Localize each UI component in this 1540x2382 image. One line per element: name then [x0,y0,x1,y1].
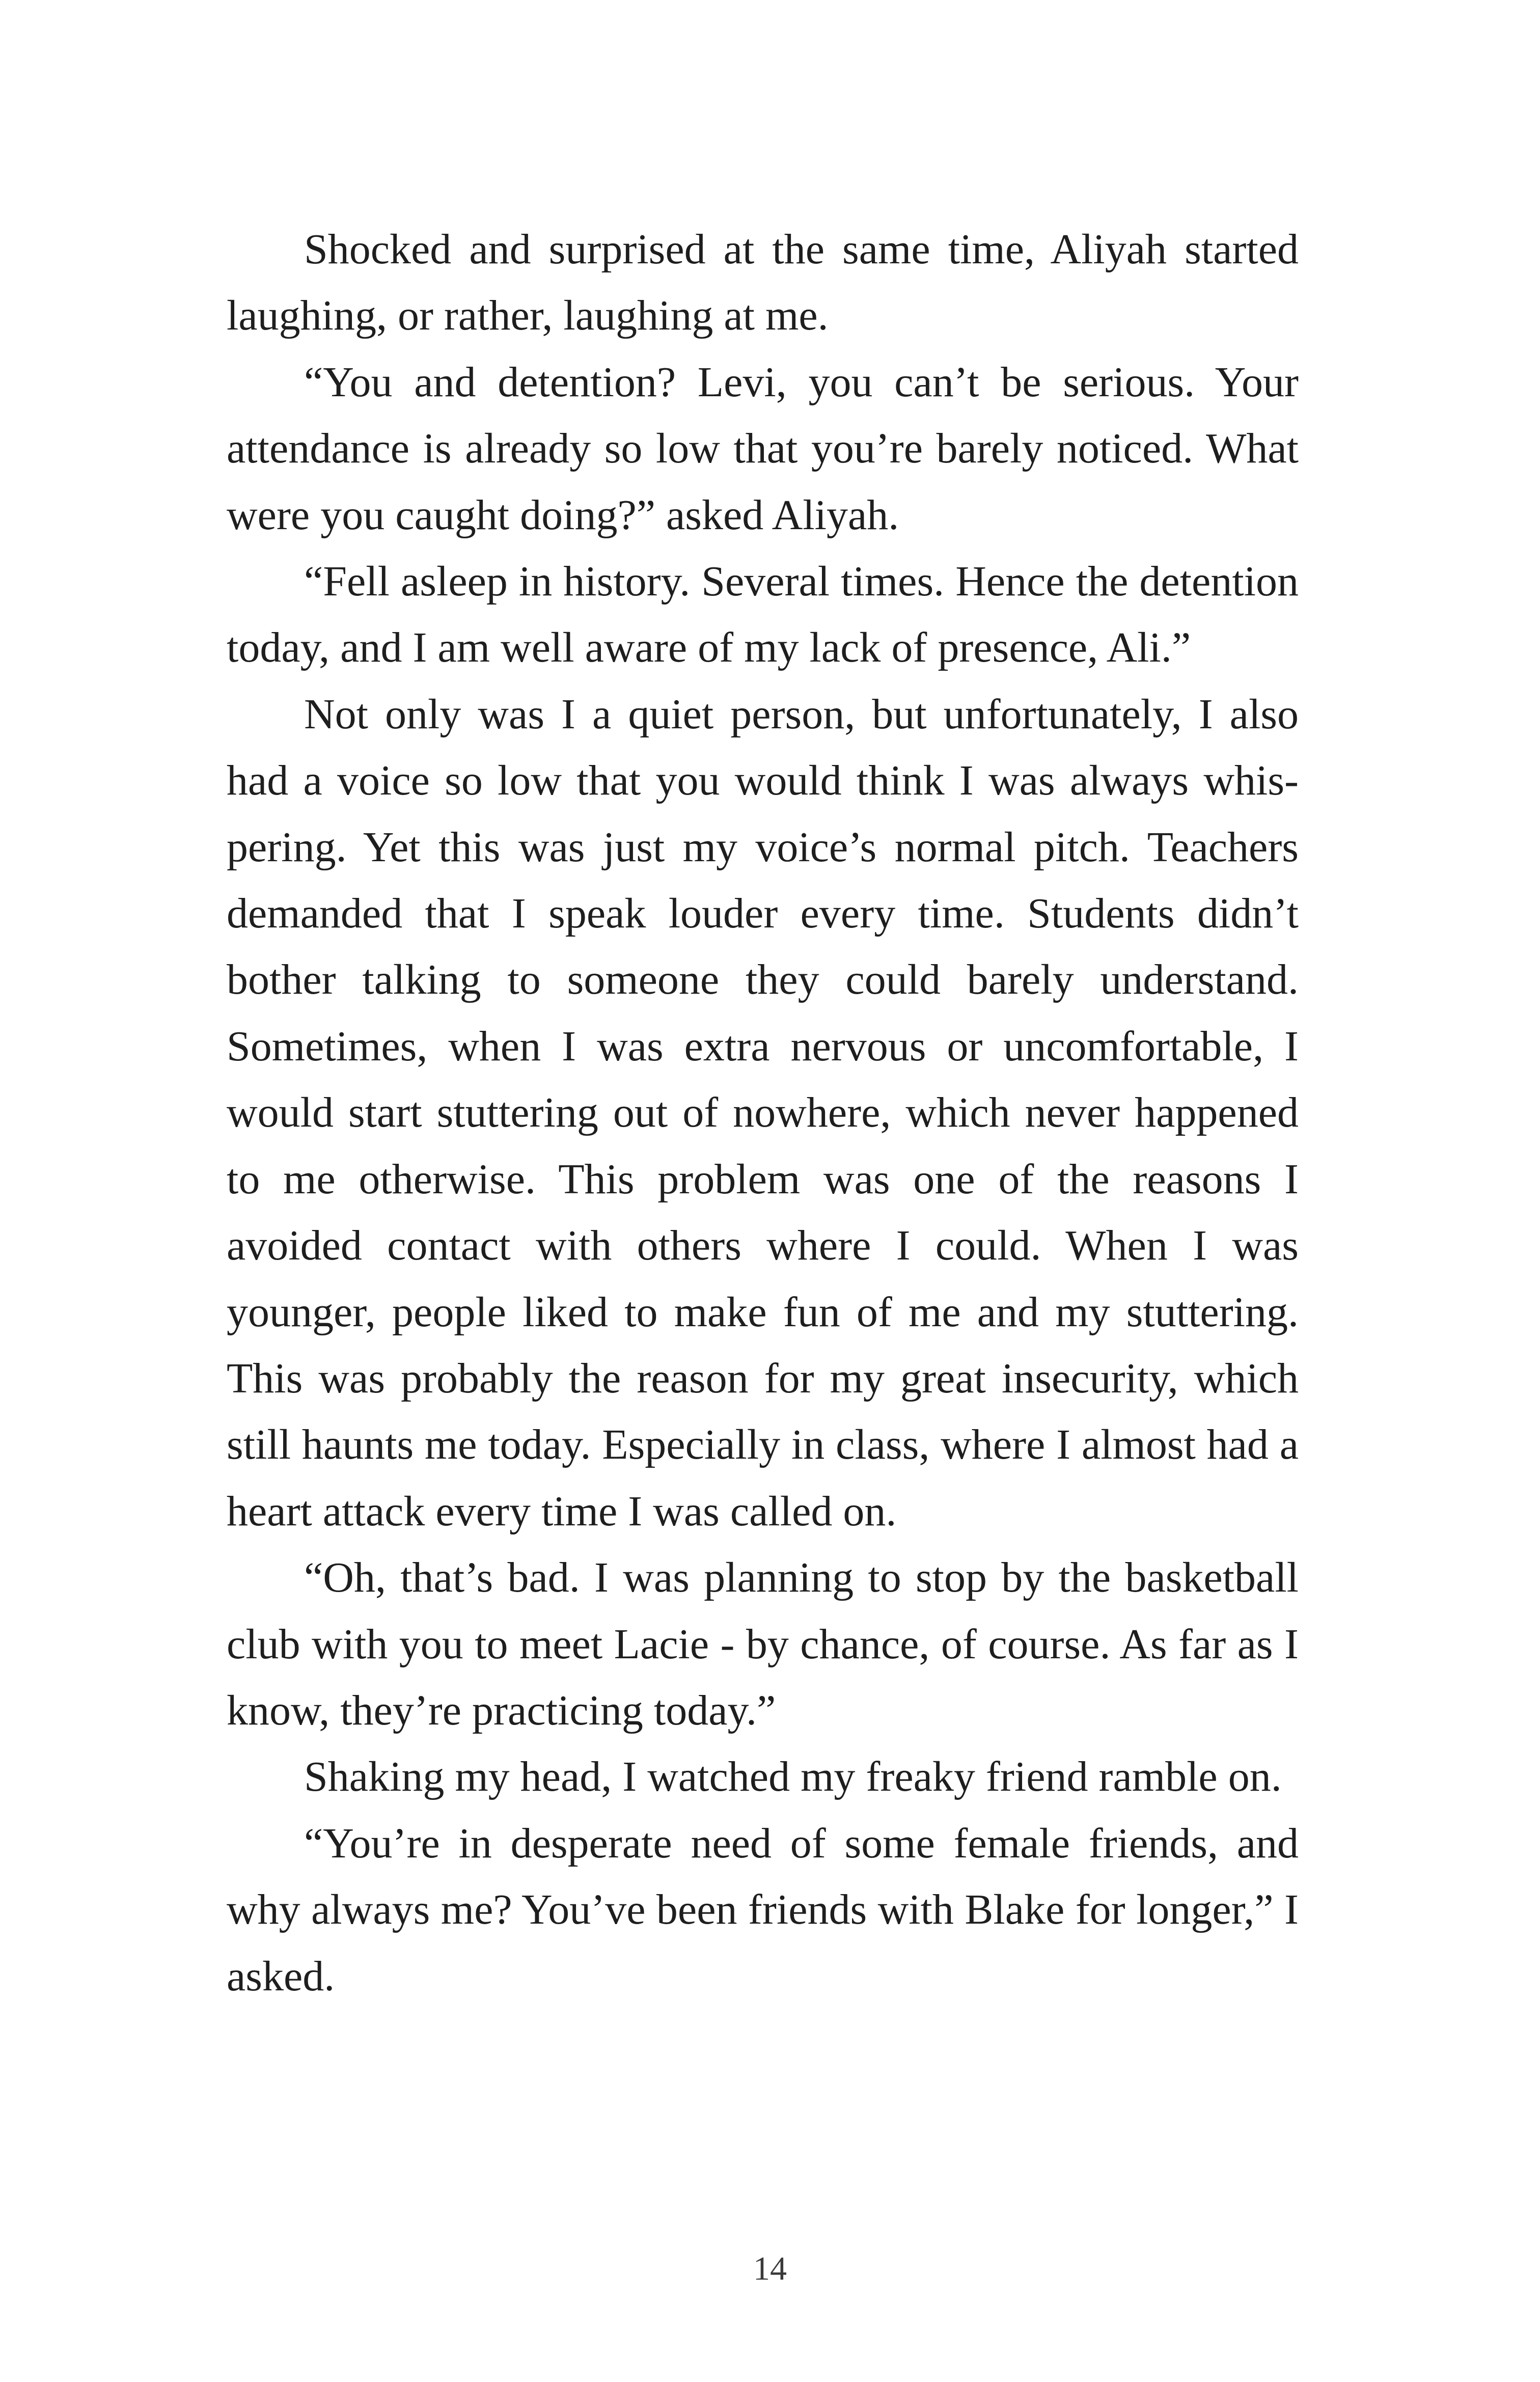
page-number: 14 [753,2250,787,2287]
paragraph-4: Not only was I a quiet person, but unfortunately, I also had a voice so low that you would think I was always whispering. Yet this was just my voice’s normal pitch. Teachers demanded that I speak louder every time. Students didn’t bother talking to someone they could barely understand. Sometimes, when I was extra nervous or uncomfortable, I would start stuttering out of nowhere, which never happened to me otherwise. This problem was one of the reasons I avoided contact with others where I could. When I was younger, people liked to make fun of me and my stuttering. This was probably the reason for my great insecurity, which still haunts me today. Especially in class, where I almost had a heart attack every time I was called on. [227,690,1299,1535]
paragraph-2: “You and detention? Levi, you can’t be serious. Your attendance is already so low that you’re barely noticed. What were you caught doing?” asked Aliyah. [227,358,1299,539]
body-text [227,216,1299,2010]
paragraph-7: “You’re in desperate need of some female friends, and why always me? You’ve been friends with Blake for longer,” I asked. [227,1819,1299,2000]
paragraph-1: Shocked and surprised at the same time, Aliyah started laughing, or rather, laughing at me. [227,226,1299,340]
paragraph-3: “Fell asleep in history. Several times. Hence the detention today, and I am well aware of my lack of presence, Ali.” [227,558,1299,672]
paragraph-6: Shaking my head, I watched my freaky friend ramble on. [304,1753,1282,1801]
paragraph-5: “Oh, that’s bad. I was planning to stop by the basketball club with you to meet Lacie - by chance, of course. As far as I know, they’re practicing today.” [227,1554,1299,1734]
